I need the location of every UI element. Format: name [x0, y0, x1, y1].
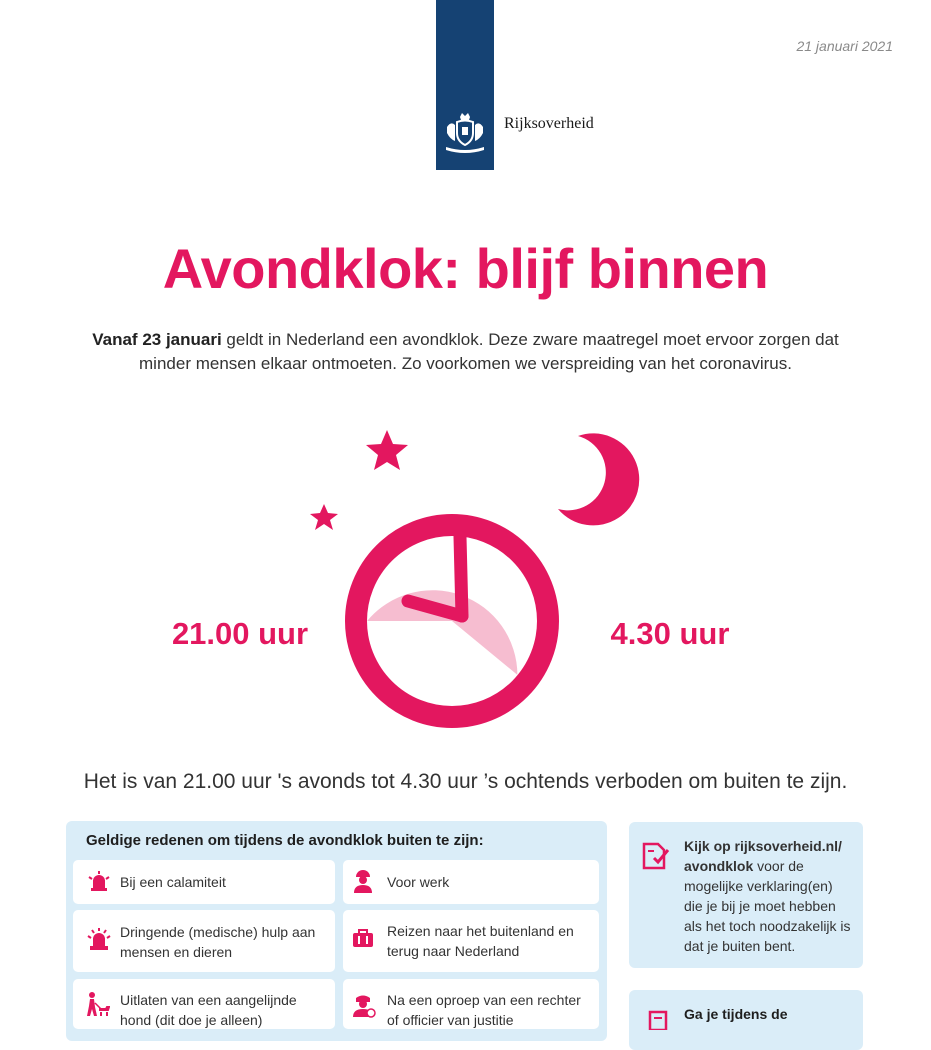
- clock-hour-hand: [460, 537, 462, 616]
- logo-wordmark: Rijksoverheid: [504, 115, 594, 132]
- siren-icon: [86, 926, 112, 952]
- checklist-document-icon: [640, 840, 670, 872]
- reason-text: Voor werk: [387, 874, 450, 890]
- star-small-icon: [310, 504, 338, 530]
- alarm-bell-icon: [86, 869, 112, 895]
- judge-icon: [350, 992, 376, 1018]
- info-description: voor de mogelijke verklaring(en) die je bij je moet hebben als het toch noodzakelijk is dat je buiten bent.: [684, 858, 851, 954]
- page-title: Avondklok: blijf binnen: [162, 237, 769, 300]
- moon-icon: [558, 433, 639, 525]
- curfew-statement: Het is van 21.00 uur 's avonds tot 4.30 uur ’s ochtends verboden om buiten te zijn.: [83, 770, 848, 793]
- reason-text: Uitlaten van een aangelijnde hond (dit doe je alleen): [120, 992, 297, 1028]
- star-large-icon: [366, 430, 408, 470]
- info-secondary-title: Ga je tijdens de: [684, 1006, 788, 1022]
- reason-text: Bij een calamiteit: [120, 874, 226, 890]
- intro-paragraph: [80, 328, 851, 376]
- curfew-start-time: 21.00 uur: [171, 616, 309, 651]
- info-text: [684, 836, 854, 956]
- reason-text: Na een oproep van een rechter of officier van justitie: [387, 992, 581, 1028]
- curfew-end-time: 4.30 uur: [610, 616, 730, 651]
- document-icon: [648, 1010, 668, 1030]
- intro-date-highlight: Vanaf 23 januari: [92, 330, 222, 349]
- intro-text: geldt in Nederland een avondklok. Deze zware maatregel moet ervoor zorgen dat minder mensen elkaar ontmoeten. Zo voorkomen we verspreiding van het coronavirus.: [139, 330, 839, 373]
- reason-text: Dringende (medische) hulp aan mensen en dieren: [120, 924, 316, 960]
- document-date: 21 januari 2021: [796, 38, 893, 54]
- dog-walker-icon: [84, 991, 110, 1017]
- valid-reasons-title: Geldige redenen om tijdens de avondklok buiten te zijn:: [86, 832, 484, 849]
- reason-text: Reizen naar het buitenland en terug naar Nederland: [387, 923, 574, 959]
- info-link-text[interactable]: Kijk op rijksoverheid.nl/ avondklok: [684, 838, 842, 874]
- curfew-clock-illustration: [290, 420, 650, 760]
- coat-of-arms-icon: [441, 111, 489, 157]
- suitcase-icon: [350, 925, 376, 951]
- worker-icon: [350, 868, 376, 894]
